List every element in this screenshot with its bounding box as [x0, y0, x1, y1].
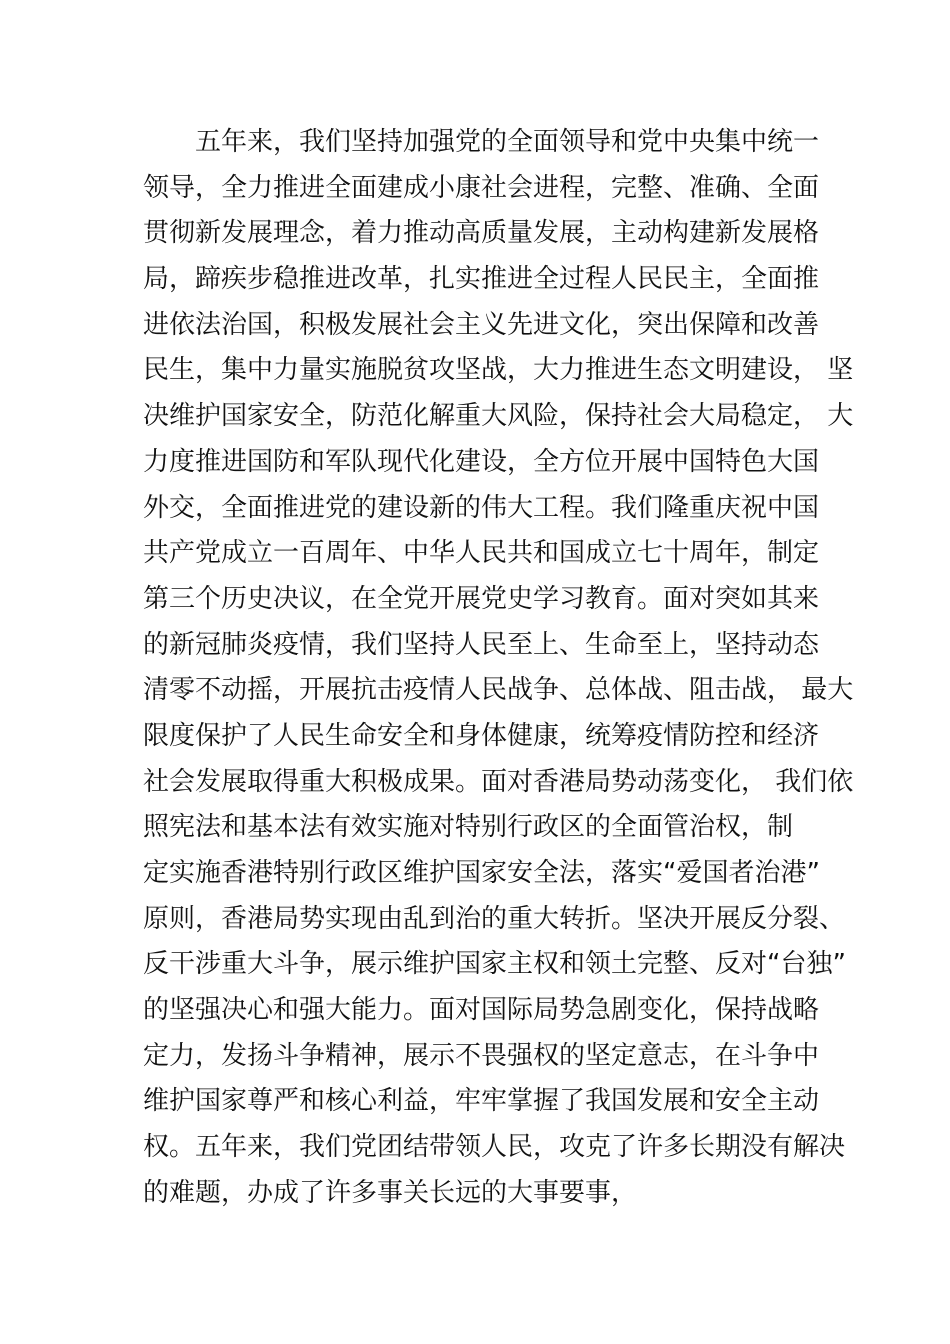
body-paragraph	[143, 120, 854, 1217]
paragraph-line: 五年来，我们坚持加强党的全面领导和党中央集中统一	[195, 127, 820, 157]
paragraph-line: 限度保护了人民生命安全和身体健康，统筹疫情防控和经济	[143, 720, 820, 751]
paragraph-line: 的坚强决心和强大能力。面对国际局势急剧变化，保持战略	[143, 995, 820, 1026]
paragraph-line: 进依法治国，积极发展社会主义先进文化，突出保障和改善	[143, 309, 820, 340]
paragraph-line: 的新冠肺炎疫情，我们坚持人民至上、生命至上，坚持动态	[143, 629, 820, 660]
paragraph-line: 权。五年来，我们党团结带领人民，攻克了许多长期没有解决	[143, 1132, 846, 1163]
paragraph-line: 清零不动摇，开展抗击疫情人民战争、总体战、阻击战， 最大	[143, 675, 854, 706]
paragraph-line: 维护国家尊严和核心利益，牢牢掌握了我国发展和安全主动	[143, 1086, 820, 1117]
paragraph-line: 第三个历史决议，在全党开展党史学习教育。面对突如其来	[143, 583, 820, 614]
paragraph-line: 原则，香港局势实现由乱到治的重大转折。坚决开展反分裂、	[143, 903, 846, 934]
paragraph-line: 的难题，办成了许多事关长远的大事要事，	[143, 1177, 638, 1208]
paragraph-line: 共产党成立一百周年、中华人民共和国成立七十周年，制定	[143, 538, 820, 569]
paragraph-line: 领导，全力推进全面建成小康社会进程，完整、准确、全面	[143, 172, 820, 203]
paragraph-line: 定力，发扬斗争精神，展示不畏强权的坚定意志，在斗争中	[143, 1040, 820, 1071]
paragraph-line: 照宪法和基本法有效实施对特别行政区的全面管治权，制	[143, 812, 794, 843]
paragraph-line: 力度推进国防和军队现代化建设，全方位开展中国特色大国	[143, 446, 820, 477]
paragraph-line: 民生，集中力量实施脱贫攻坚战，大力推进生态文明建设， 坚	[143, 355, 854, 386]
paragraph-line: 社会发展取得重大积极成果。面对香港局势动荡变化， 我们依	[143, 766, 854, 797]
paragraph-line: 局，蹄疾步稳推进改革，扎实推进全过程人民民主，全面推	[143, 264, 820, 295]
paragraph-line: 定实施香港特别行政区维护国家安全法，落实“爱国者治港”	[143, 858, 820, 888]
paragraph-line: 贯彻新发展理念，着力推动高质量发展，主动构建新发展格	[143, 218, 820, 249]
paragraph-line: 决维护国家安全，防范化解重大风险，保持社会大局稳定， 大	[143, 401, 854, 432]
paragraph-line: 外交，全面推进党的建设新的伟大工程。我们隆重庆祝中国	[143, 492, 820, 523]
paragraph-line: 反干涉重大斗争，展示维护国家主权和领土完整、反对“台独”	[143, 949, 846, 980]
